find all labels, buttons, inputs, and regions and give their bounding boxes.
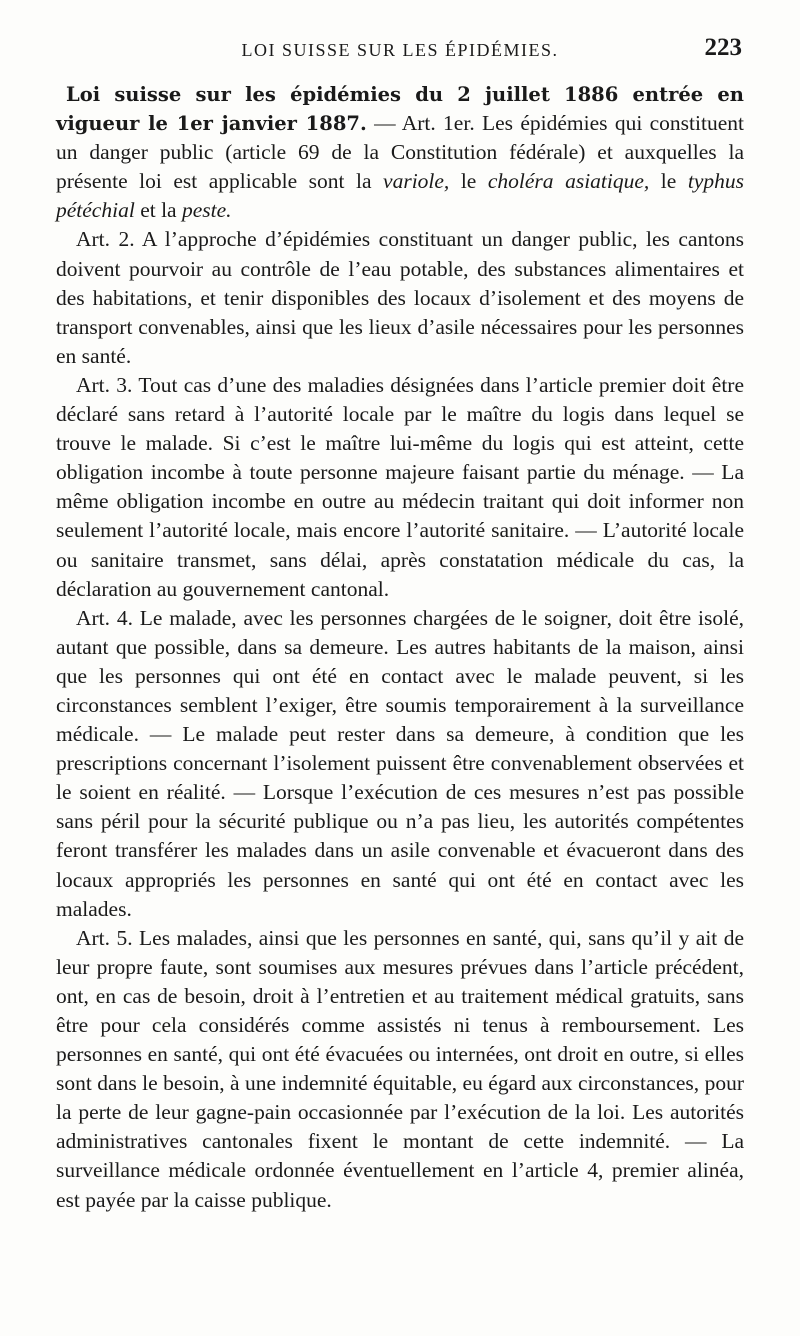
page-header bbox=[58, 34, 742, 66]
lead-title: Loi suisse sur les épidémies du 2 juillet 1886 entrée en vigueur le 1er janvier 1887. bbox=[56, 83, 744, 136]
paragraph-art-3: Art. 3. Tout cas d’une des maladies désignées dans l’article premier doit être déclaré sans retard à l’autorité locale par le maître du logis dans lequel se trouve le malade. Si c’est le maître lui-même du logis qui est atteint, cette obligation incombe à toute personne majeure faisant partie du ménage. — La même obligation incombe en outre au médecin traitant qui doit informer non seulement l’autorité locale, mais encore l’autorité sanitaire. — L’autorité locale ou sanitaire transmet, sans délai, après constatation médicale du cas, la déclaration au gouvernement cantonal. bbox=[56, 372, 744, 601]
paragraph-art-2: Art. 2. A l’approche d’épidémies constituant un danger public, les cantons doivent pourvoir au contrôle de l’eau potable, des substances alimentaires et des habitations, et tenir disponibles des locaux d’isolement et des moyens de transport convenables, ainsi que les lieux d’asile nécessaires pour les personnes en santé. bbox=[56, 227, 744, 368]
art1-italic-cholera: choléra asiatique, bbox=[487, 169, 650, 194]
art1-italic-peste: peste. bbox=[181, 198, 232, 223]
art1-italic-variole: variole, bbox=[383, 169, 450, 194]
page-number: 223 bbox=[704, 34, 742, 61]
paragraph-lead bbox=[56, 80, 744, 225]
art1-text-c: le bbox=[649, 169, 688, 194]
art1-text-a: — Art. 1er. Les épidémies qui constituent un danger public (article 69 de la Constitution fédérale) et auxquelles la présente loi est applicable sont la bbox=[56, 111, 744, 194]
page-body bbox=[56, 80, 744, 1215]
paragraph-art-4: Art. 4. Le malade, avec les personnes chargées de le soigner, doit être isolé, autant que possible, dans sa demeure. Les autres habitants de la maison, ainsi que les personnes qui ont été en contact avec le malade peuvent, si les circonstances semblent l’exiger, être soumis temporairement à la surveillance médicale. — Le malade peut rester dans sa demeure, à condition que les prescriptions concernant l’isolement puissent être convenablement observées et le soient en réalité. — Lorsque l’exécution de ces mesures n’est pas possible sans péril pour la sécurité publique ou n’a pas lieu, les autorités compétentes feront transférer les malades dans un asile convenable et évacueront dans des locaux appropriés les personnes en santé qui ont été en contact avec les malades. bbox=[56, 605, 744, 921]
art1-text-d: et la bbox=[134, 198, 182, 223]
art1-italic-typhus: typhus pétéchial bbox=[56, 169, 744, 223]
paragraph-art-5: Art. 5. Les malades, ainsi que les personnes en santé, qui, sans qu’il y ait de leur propre faute, sont soumises aux mesures prévues dans l’article précédent, ont, en cas de besoin, droit à l’entretien et au traitement médical gratuits, sans être pour cela considérés comme assistés ni tenus à remboursement. Les personnes en santé, qui ont été évacuées ou internées, ont droit en outre, si elles sont dans le besoin, à une indemnité équitable, eu égard aux circonstances, pour la perte de leur gagne-pain occasionnée par l’exécution de la loi. Les autorités administratives cantonales fixent le montant de cette indemnité. — La surveillance médicale ordonnée éventuellement en l’article 4, premier alinéa, est payée par la caisse publique. bbox=[56, 925, 744, 1212]
art1-text-b: le bbox=[449, 169, 488, 194]
running-head: LOI SUISSE SUR LES ÉPIDÉMIES. bbox=[241, 40, 559, 60]
